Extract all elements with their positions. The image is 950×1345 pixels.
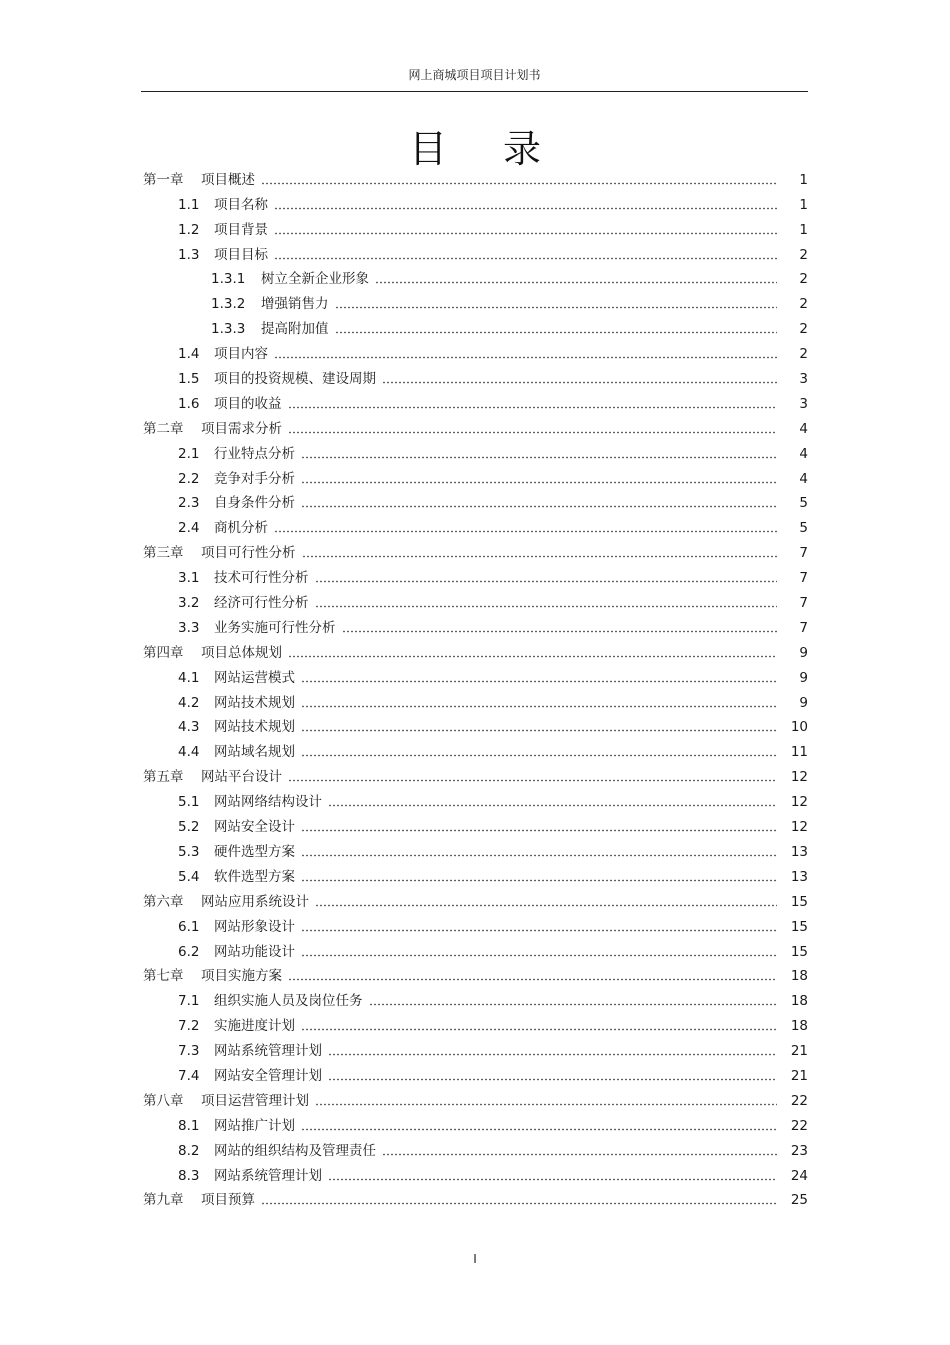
toc-leader-dots <box>274 232 777 235</box>
toc-leader-dots <box>274 530 777 533</box>
toc-entry[interactable] <box>143 963 808 988</box>
toc-leader-dots <box>335 331 778 334</box>
toc-leader-dots <box>274 207 777 210</box>
toc-entry-number: 5.3 <box>178 843 200 860</box>
toc-entry[interactable] <box>143 614 808 639</box>
toc-leader-dots <box>288 779 777 782</box>
toc-entry-number: 5.2 <box>178 819 200 836</box>
toc-entry[interactable] <box>143 216 808 241</box>
toc-entry-number: 7.2 <box>178 1018 200 1035</box>
toc-entry[interactable] <box>143 465 808 490</box>
toc-entry-title: 网站的组织结构及管理责任 <box>214 1142 376 1159</box>
toc-leader-dots <box>301 1128 777 1131</box>
toc-leader-dots <box>382 381 777 384</box>
toc-entry-number: 第六章 <box>143 893 184 910</box>
toc-entry-number: 3.3 <box>178 619 200 636</box>
toc-entry-number: 2.2 <box>178 470 200 487</box>
toc-entry-title: 网站平台设计 <box>201 769 282 786</box>
toc-entry-title: 自身条件分析 <box>214 495 295 512</box>
toc-leader-dots <box>288 406 778 409</box>
toc-entry-page: 25 <box>790 1192 808 1209</box>
toc-entry-title: 网站系统管理计划 <box>214 1167 322 1184</box>
toc-entry-number: 5.1 <box>178 794 200 811</box>
toc-entry[interactable] <box>143 838 808 863</box>
toc-entry[interactable] <box>143 340 808 365</box>
toc-entry-page: 7 <box>799 595 808 612</box>
toc-entry-number: 第八章 <box>143 1092 184 1109</box>
toc-entry-number: 7.1 <box>178 993 200 1010</box>
toc-entry-title: 项目总体规划 <box>201 644 282 661</box>
toc-entry-number: 8.1 <box>178 1117 200 1134</box>
toc-entry-page: 10 <box>790 719 808 736</box>
toc-leader-dots <box>301 481 777 484</box>
toc-list <box>143 166 808 1211</box>
toc-leader-dots <box>335 306 778 309</box>
toc-leader-dots <box>288 431 777 434</box>
toc-entry[interactable] <box>143 888 808 913</box>
toc-leader-dots <box>261 1202 777 1205</box>
toc-entry-page: 7 <box>799 545 808 562</box>
toc-leader-dots <box>301 456 777 459</box>
toc-entry-page: 12 <box>790 769 808 786</box>
toc-entry-page: 18 <box>790 993 808 1010</box>
toc-entry-number: 第二章 <box>143 420 184 437</box>
toc-entry-number: 8.2 <box>178 1142 200 1159</box>
toc-entry[interactable] <box>143 191 808 216</box>
toc-entry-page: 24 <box>790 1167 808 1184</box>
toc-leader-dots <box>328 804 777 807</box>
toc-entry-page: 2 <box>799 346 808 363</box>
toc-entry-title: 网站功能设计 <box>214 943 295 960</box>
toc-leader-dots <box>301 754 777 757</box>
toc-entry-title: 项目背景 <box>214 221 268 238</box>
toc-entry-title: 项目预算 <box>201 1192 255 1209</box>
toc-entry-title: 网站安全管理计划 <box>214 1067 322 1084</box>
toc-leader-dots <box>382 1153 777 1156</box>
toc-entry-page: 21 <box>790 1043 808 1060</box>
toc-leader-dots <box>274 356 777 359</box>
toc-entry-page: 15 <box>790 893 808 910</box>
toc-entry-page: 3 <box>799 371 808 388</box>
toc-leader-dots <box>301 1028 777 1031</box>
toc-entry-page: 13 <box>790 868 808 885</box>
toc-leader-dots <box>301 729 777 732</box>
toc-entry-title: 网站技术规划 <box>214 694 295 711</box>
toc-entry-number: 第四章 <box>143 644 184 661</box>
toc-entry-number: 第三章 <box>143 545 184 562</box>
toc-entry-title: 网站推广计划 <box>214 1117 295 1134</box>
toc-entry[interactable] <box>143 166 808 191</box>
toc-leader-dots <box>301 680 777 683</box>
toc-leader-dots <box>261 182 777 185</box>
toc-entry-number: 1.3.2 <box>211 296 246 313</box>
toc-entry[interactable] <box>143 813 808 838</box>
toc-entry-page: 22 <box>790 1117 808 1134</box>
toc-leader-dots <box>301 929 777 932</box>
toc-entry-number: 7.4 <box>178 1067 200 1084</box>
toc-entry[interactable] <box>143 390 808 415</box>
toc-entry-number: 1.4 <box>178 346 200 363</box>
toc-entry-number: 3.2 <box>178 595 200 612</box>
toc-entry-number: 4.1 <box>178 669 200 686</box>
toc-entry-title: 实施进度计划 <box>214 1018 295 1035</box>
toc-entry-title: 网站技术规划 <box>214 719 295 736</box>
toc-entry-title: 网站网络结构设计 <box>214 794 322 811</box>
toc-entry-page: 2 <box>799 271 808 288</box>
toc-entry-page: 3 <box>799 395 808 412</box>
toc-entry[interactable] <box>143 1137 808 1162</box>
toc-entry[interactable] <box>143 415 808 440</box>
toc-entry-title: 树立全新企业形象 <box>261 271 369 288</box>
toc-leader-dots <box>302 555 778 558</box>
toc-entry-page: 2 <box>799 296 808 313</box>
toc-entry-page: 15 <box>790 918 808 935</box>
toc-leader-dots <box>288 655 777 658</box>
header-rule <box>141 91 808 92</box>
toc-leader-dots <box>301 829 777 832</box>
toc-entry-title: 业务实施可行性分析 <box>214 619 336 636</box>
toc-entry-number: 1.6 <box>178 395 200 412</box>
toc-entry-page: 1 <box>799 221 808 238</box>
toc-entry-page: 7 <box>799 570 808 587</box>
toc-entry-number: 6.2 <box>178 943 200 960</box>
toc-entry-number: 第五章 <box>143 769 184 786</box>
toc-entry-title: 硬件选型方案 <box>214 843 295 860</box>
toc-entry-number: 1.3.1 <box>211 271 246 288</box>
toc-entry[interactable] <box>143 290 808 315</box>
toc-entry-number: 4.2 <box>178 694 200 711</box>
toc-leader-dots <box>328 1178 777 1181</box>
toc-entry-page: 21 <box>790 1067 808 1084</box>
running-header: 网上商城项目项目计划书 <box>408 68 541 82</box>
toc-entry-page: 9 <box>799 669 808 686</box>
toc-entry[interactable] <box>143 763 808 788</box>
toc-entry[interactable] <box>143 564 808 589</box>
toc-entry[interactable] <box>143 1037 808 1062</box>
toc-entry-page: 13 <box>790 843 808 860</box>
toc-entry[interactable] <box>143 639 808 664</box>
toc-entry-title: 网站形象设计 <box>214 918 295 935</box>
toc-entry-title: 项目名称 <box>214 196 268 213</box>
toc-entry-title: 项目的投资规模、建设周期 <box>214 371 376 388</box>
toc-entry-number: 2.4 <box>178 520 200 537</box>
toc-entry-number: 4.3 <box>178 719 200 736</box>
toc-entry[interactable] <box>143 514 808 539</box>
toc-entry[interactable] <box>143 589 808 614</box>
toc-entry-title: 项目概述 <box>201 171 255 188</box>
toc-entry-number: 1.5 <box>178 371 200 388</box>
toc-entry-page: 7 <box>799 619 808 636</box>
toc-leader-dots <box>274 257 777 260</box>
toc-entry[interactable] <box>143 938 808 963</box>
toc-entry-title: 竞争对手分析 <box>214 470 295 487</box>
toc-entry-page: 9 <box>799 694 808 711</box>
toc-entry-number: 1.1 <box>178 196 200 213</box>
toc-leader-dots <box>315 1103 777 1106</box>
toc-entry[interactable] <box>143 664 808 689</box>
toc-entry-number: 6.1 <box>178 918 200 935</box>
toc-entry[interactable] <box>143 863 808 888</box>
toc-leader-dots <box>301 705 777 708</box>
toc-leader-dots <box>301 505 777 508</box>
toc-leader-dots <box>301 879 777 882</box>
toc-title: 目 录 <box>408 127 564 171</box>
toc-entry-title: 项目的收益 <box>214 395 282 412</box>
toc-entry-page: 12 <box>790 819 808 836</box>
toc-entry-title: 组织实施人员及岗位任务 <box>214 993 363 1010</box>
toc-entry-title: 项目实施方案 <box>201 968 282 985</box>
toc-entry-title: 技术可行性分析 <box>214 570 309 587</box>
toc-leader-dots <box>301 854 777 857</box>
toc-leader-dots <box>301 954 777 957</box>
toc-entry-page: 18 <box>790 968 808 985</box>
toc-entry[interactable] <box>143 738 808 763</box>
toc-entry-number: 5.4 <box>178 868 200 885</box>
toc-entry[interactable] <box>143 1062 808 1087</box>
toc-entry-title: 网站安全设计 <box>214 819 295 836</box>
toc-entry[interactable] <box>143 241 808 266</box>
toc-entry-number: 1.3.3 <box>211 321 246 338</box>
toc-entry-page: 9 <box>799 644 808 661</box>
toc-entry-number: 第一章 <box>143 171 184 188</box>
toc-leader-dots <box>369 1003 778 1006</box>
toc-entry[interactable] <box>143 1187 808 1212</box>
toc-entry-page: 22 <box>790 1092 808 1109</box>
toc-entry-page: 4 <box>799 420 808 437</box>
toc-entry[interactable] <box>143 315 808 340</box>
toc-entry-title: 商机分析 <box>214 520 268 537</box>
toc-entry-title: 经济可行性分析 <box>214 595 309 612</box>
toc-entry-page: 4 <box>799 470 808 487</box>
toc-leader-dots <box>328 1053 777 1056</box>
toc-entry-title: 网站域名规划 <box>214 744 295 761</box>
toc-entry-number: 第九章 <box>143 1192 184 1209</box>
toc-entry-page: 5 <box>799 495 808 512</box>
toc-entry-page: 2 <box>799 246 808 263</box>
toc-entry[interactable] <box>143 266 808 291</box>
toc-entry-number: 2.1 <box>178 445 200 462</box>
toc-entry[interactable] <box>143 1087 808 1112</box>
toc-entry-title: 项目需求分析 <box>201 420 282 437</box>
toc-entry-title: 网站系统管理计划 <box>214 1043 322 1060</box>
toc-entry[interactable] <box>143 1162 808 1187</box>
toc-leader-dots <box>315 580 778 583</box>
toc-entry-title: 网站应用系统设计 <box>201 893 309 910</box>
toc-entry-number: 7.3 <box>178 1043 200 1060</box>
toc-leader-dots <box>375 281 777 284</box>
toc-entry-page: 15 <box>790 943 808 960</box>
toc-entry-title: 项目内容 <box>214 346 268 363</box>
toc-entry[interactable] <box>143 689 808 714</box>
toc-entry-number: 第七章 <box>143 968 184 985</box>
toc-entry-page: 2 <box>799 321 808 338</box>
toc-entry[interactable] <box>143 913 808 938</box>
toc-entry[interactable] <box>143 365 808 390</box>
toc-entry-page: 4 <box>799 445 808 462</box>
toc-entry-number: 4.4 <box>178 744 200 761</box>
toc-entry-title: 项目目标 <box>214 246 268 263</box>
toc-entry-number: 1.3 <box>178 246 200 263</box>
toc-entry-page: 12 <box>790 794 808 811</box>
toc-entry-title: 软件选型方案 <box>214 868 295 885</box>
toc-entry-title: 项目可行性分析 <box>201 545 296 562</box>
toc-entry-number: 8.3 <box>178 1167 200 1184</box>
toc-entry-title: 增强销售力 <box>261 296 329 313</box>
toc-entry[interactable] <box>143 714 808 739</box>
toc-leader-dots <box>328 1078 777 1081</box>
toc-entry[interactable] <box>143 440 808 465</box>
toc-entry-page: 1 <box>799 171 808 188</box>
toc-entry[interactable] <box>143 1012 808 1037</box>
toc-entry[interactable] <box>143 539 808 564</box>
toc-leader-dots <box>315 904 777 907</box>
toc-entry[interactable] <box>143 987 808 1012</box>
page-number: I <box>473 1252 477 1266</box>
toc-entry-page: 1 <box>799 196 808 213</box>
toc-entry-number: 2.3 <box>178 495 200 512</box>
toc-entry[interactable] <box>143 490 808 515</box>
toc-leader-dots <box>315 605 778 608</box>
toc-entry-title: 网站运营模式 <box>214 669 295 686</box>
toc-entry-number: 1.2 <box>178 221 200 238</box>
toc-entry-page: 11 <box>790 744 808 761</box>
toc-leader-dots <box>288 978 777 981</box>
toc-entry[interactable] <box>143 788 808 813</box>
toc-entry-title: 项目运营管理计划 <box>201 1092 309 1109</box>
toc-entry-title: 行业特点分析 <box>214 445 295 462</box>
toc-entry-title: 提高附加值 <box>261 321 329 338</box>
toc-entry[interactable] <box>143 1112 808 1137</box>
toc-entry-page: 23 <box>790 1142 808 1159</box>
toc-entry-page: 18 <box>790 1018 808 1035</box>
toc-entry-page: 5 <box>799 520 808 537</box>
toc-leader-dots <box>342 630 778 633</box>
toc-entry-number: 3.1 <box>178 570 200 587</box>
